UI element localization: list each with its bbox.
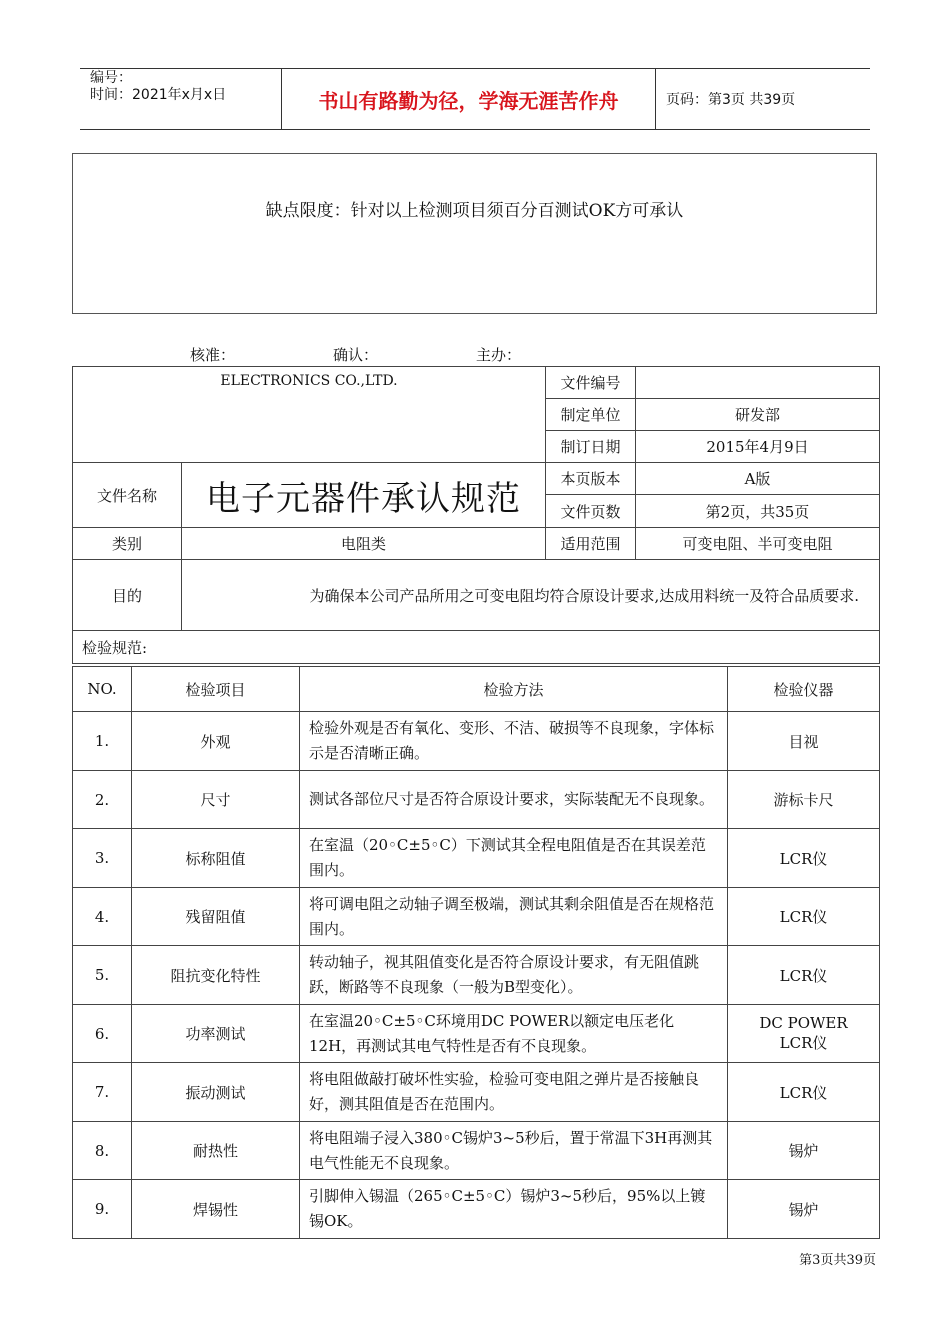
- row-no: 2.: [73, 771, 132, 829]
- time-label: 时间：2021年x月x日: [90, 87, 227, 103]
- header-no: NO.: [73, 667, 132, 712]
- date-label: 制订日期: [546, 431, 636, 463]
- row-no: 4.: [73, 888, 132, 946]
- row-instrument: LCR仪: [728, 888, 880, 946]
- row-item: 残留阻值: [132, 888, 300, 946]
- row-instrument: LCR仪: [728, 1063, 880, 1122]
- table-row: [73, 712, 880, 771]
- row-item: 尺寸: [132, 771, 300, 829]
- row-item: 焊锡性: [132, 1180, 300, 1239]
- unit-value: 研发部: [636, 399, 880, 431]
- date-value: 2015年4月9日: [636, 431, 880, 463]
- category-value: 电阻类: [182, 528, 546, 560]
- doc-name-label: 文件名称: [73, 463, 182, 528]
- inspection-table: [72, 666, 880, 1239]
- table-row: [73, 1063, 880, 1122]
- row-instrument-line1: DC POWER: [759, 1014, 848, 1032]
- scope-value: 可变电阻、半可变电阻: [636, 528, 880, 560]
- row-method: 引脚伸入锡温（265◦C±5◦C）锡炉3~5秒后，95%以上镀锡OK。: [300, 1180, 728, 1239]
- table-row: [73, 1180, 880, 1239]
- doc-no-value: [636, 367, 880, 399]
- header-motto: 书山有路勤为径，学海无涯苦作舟: [281, 69, 656, 129]
- pages-label: 文件页数: [546, 495, 636, 528]
- purpose-value: 为确保本公司产品所用之可变电阻均符合原设计要求,达成用料统一及符合品质要求.: [182, 560, 880, 631]
- category-label: 类别: [73, 528, 182, 560]
- pages-value: 第2页，共35页: [636, 495, 880, 528]
- row-no: 9.: [73, 1180, 132, 1239]
- row-item: 阻抗变化特性: [132, 946, 300, 1005]
- table-row: [73, 771, 880, 829]
- doc-name-value: 电子元器件承认规范: [182, 463, 546, 528]
- table-row: [73, 1005, 880, 1063]
- table-row: [73, 946, 880, 1005]
- row-instrument-line2: LCR仪: [779, 1034, 828, 1052]
- row-method: 在室温20◦C±5◦C环境用DC POWER以额定电压老化12H，再测试其电气特性是否有不良现象。: [300, 1005, 728, 1063]
- row-instrument: 目视: [728, 712, 880, 771]
- row-instrument: LCR仪: [728, 829, 880, 888]
- table-row: [73, 829, 880, 888]
- row-method: 将可调电阻之动轴子调至极端，测试其剩余阻值是否在规格范围内。: [300, 888, 728, 946]
- scope-label: 适用范围: [546, 528, 636, 560]
- row-instrument: 锡炉: [728, 1122, 880, 1180]
- spec-label: 检验规范:: [73, 631, 880, 664]
- inspection-header-row: [73, 667, 880, 712]
- confirm-label: 确认：: [333, 346, 379, 364]
- table-row: [73, 1122, 880, 1180]
- row-no: 7.: [73, 1063, 132, 1122]
- row-item: 功率测试: [132, 1005, 300, 1063]
- doc-no-label: 文件编号: [546, 367, 636, 399]
- header-instrument: 检验仪器: [728, 667, 880, 712]
- row-item: 外观: [132, 712, 300, 771]
- document-info-table: [72, 366, 880, 664]
- row-no: 3.: [73, 829, 132, 888]
- header-item: 检验项目: [132, 667, 300, 712]
- serial-label: 编号：: [90, 70, 132, 86]
- defect-limit-box: [72, 153, 877, 314]
- defect-limit-text: 缺点限度：针对以上检测项目须百分百测试OK方可承认: [265, 201, 684, 221]
- row-no: 6.: [73, 1005, 132, 1063]
- row-method: 在室温（20◦C±5◦C）下测试其全程电阻值是否在其误差范围内。: [300, 829, 728, 888]
- row-method: 转动轴子，视其阻值变化是否符合原设计要求，有无阻值跳跃，断路等不良现象（一般为B型变化）。: [300, 946, 728, 1005]
- header-page-info: 页码：第3页 共39页: [666, 92, 796, 108]
- row-method: 将电阻做敲打破坏性实验，检验可变电阻之弹片是否接触良好，测其阻值是否在范围内。: [300, 1063, 728, 1122]
- approve-label: 核准：: [190, 346, 236, 364]
- row-instrument: [728, 1005, 880, 1063]
- row-method: 将电阻端子浸入380◦C锡炉3~5秒后，置于常温下3H再测其电气性能无不良现象。: [300, 1122, 728, 1180]
- version-label: 本页版本: [546, 463, 636, 495]
- row-no: 8.: [73, 1122, 132, 1180]
- page-footer: 第3页共39页: [799, 1253, 876, 1268]
- unit-label: 制定单位: [546, 399, 636, 431]
- version-value: A版: [636, 463, 880, 495]
- row-instrument: LCR仪: [728, 946, 880, 1005]
- row-item: 耐热性: [132, 1122, 300, 1180]
- purpose-label: 目的: [73, 560, 182, 631]
- row-method: 测试各部位尺寸是否符合原设计要求，实际装配无不良现象。: [300, 771, 728, 829]
- row-item: 振动测试: [132, 1063, 300, 1122]
- row-method: 检验外观是否有氧化、变形、不洁、破损等不良现象，字体标示是否清晰正确。: [300, 712, 728, 771]
- header-meta: [80, 69, 280, 129]
- row-item: 标称阻值: [132, 829, 300, 888]
- table-row: [73, 888, 880, 946]
- row-no: 5.: [73, 946, 132, 1005]
- row-instrument: 游标卡尺: [728, 771, 880, 829]
- company-name: ELECTRONICS CO.,LTD.: [73, 367, 546, 463]
- handler-label: 主办：: [476, 346, 522, 364]
- page-header: [80, 68, 870, 130]
- row-instrument: 锡炉: [728, 1180, 880, 1239]
- row-no: 1.: [73, 712, 132, 771]
- header-method: 检验方法: [300, 667, 728, 712]
